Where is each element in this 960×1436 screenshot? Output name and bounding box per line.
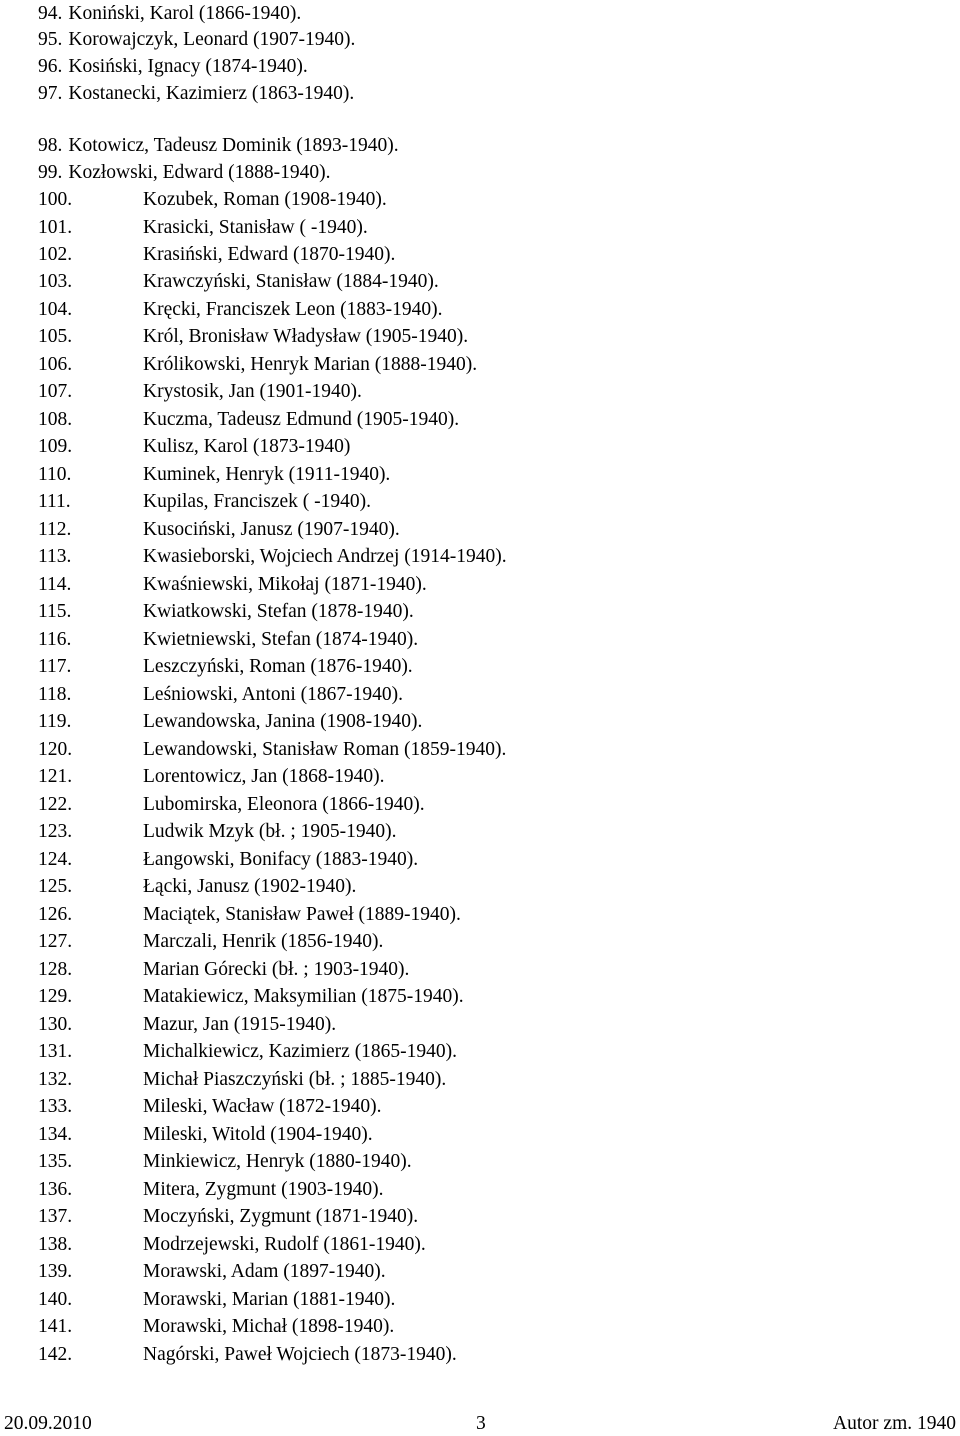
entry-number: 107. [38,381,73,402]
entry-number: 117. [38,656,72,677]
entry-name: Królikowski, Henryk Marian (1888-1940). [143,354,478,375]
entry-number: 114. [38,574,72,595]
entry-name: Kuminek, Henryk (1911-1940). [143,464,391,485]
entry-name: Krasiński, Edward (1870-1940). [143,244,396,265]
list-item [38,1203,418,1230]
entry-name: Lewandowska, Janina (1908-1940). [143,711,423,732]
entry-number: 132. [38,1069,73,1090]
list-item [38,1176,383,1203]
footer-author: Autor zm. 1940 [833,1413,956,1434]
entry-name: Kwietniewski, Stefan (1874-1940). [143,629,419,650]
entry-name: Korowajczyk, Leonard (1907-1940). [68,29,356,50]
entry-name: Kuczma, Tadeusz Edmund (1905-1940). [143,409,460,430]
list-item [38,1286,395,1313]
entry-number: 118. [38,684,72,705]
entry-number: 138. [38,1234,73,1255]
entry-name: Marczali, Henrik (1856-1940). [143,931,384,952]
entry-name: Król, Bronisław Władysław (1905-1940). [143,326,469,347]
entry-name: Mileski, Witold (1904-1940). [143,1124,373,1145]
entry-number: 136. [38,1179,73,1200]
entry-number: 100. [38,189,73,210]
entry-number: 120. [38,739,73,760]
list-item [38,1121,373,1148]
list-item [38,0,301,27]
entry-name: Mazur, Jan (1915-1940). [143,1014,337,1035]
page-footer [0,1412,960,1436]
list-item [38,653,413,680]
list-item [38,571,427,598]
entry-name: Kozłowski, Edward (1888-1940). [68,162,331,183]
list-item [38,543,507,570]
entry-name: Matakiewicz, Maksymilian (1875-1940). [143,986,464,1007]
list-item [38,708,422,735]
entry-name: Koniński, Karol (1866-1940). [68,3,302,24]
list-item [38,956,409,983]
entry-number: 99. [38,162,63,183]
entry-number: 133. [38,1096,73,1117]
list-item [38,268,439,295]
entry-name: Kupilas, Franciszek ( -1940). [143,491,371,512]
entry-number: 112. [38,519,72,540]
list-item [38,626,418,653]
entry-name: Minkiewicz, Henryk (1880-1940). [143,1151,412,1172]
list-item [38,488,371,515]
list-item [38,378,362,405]
entry-number: 103. [38,271,73,292]
entry-name: Ludwik Mzyk (bł. ; 1905-1940). [143,821,397,842]
entry-name: Kwasieborski, Wojciech Andrzej (1914-1940). [143,546,507,567]
list-item [38,132,399,159]
entry-number: 113. [38,546,72,567]
list-item [38,1066,446,1093]
entry-number: 109. [38,436,73,457]
list-item [38,159,331,186]
footer-page-number: 3 [476,1413,486,1434]
entry-number: 124. [38,849,73,870]
list-item [38,818,396,845]
list-item [38,846,418,873]
entry-name: Kotowicz, Tadeusz Dominik (1893-1940). [68,135,399,156]
list-item [38,53,308,80]
list-item [38,241,395,268]
entry-name: Kosiński, Ignacy (1874-1940). [68,56,308,77]
entry-number: 140. [38,1289,73,1310]
list-item [38,351,477,378]
entry-name: Moczyński, Zygmunt (1871-1940). [143,1206,419,1227]
entry-number: 134. [38,1124,73,1145]
entry-number: 101. [38,217,73,238]
list-item [38,433,350,460]
entry-number: 128. [38,959,73,980]
entry-number: 129. [38,986,73,1007]
entry-number: 135. [38,1151,73,1172]
entry-name: Kostanecki, Kazimierz (1863-1940). [68,83,355,104]
entry-number: 131. [38,1041,73,1062]
list-item [38,1011,336,1038]
list-item [38,1148,412,1175]
list-item [38,186,387,213]
list-item [38,80,354,107]
entry-name: Kręcki, Franciszek Leon (1883-1940). [143,299,443,320]
entry-name: Kozubek, Roman (1908-1940). [143,189,387,210]
entry-name: Kwiatkowski, Stefan (1878-1940). [143,601,414,622]
list-item [38,681,403,708]
entry-name: Michał Piaszczyński (bł. ; 1885-1940). [143,1069,447,1090]
list-item [38,1093,382,1120]
entry-name: Kwaśniewski, Mikołaj (1871-1940). [143,574,427,595]
entry-number: 95. [38,29,63,50]
entry-name: Łangowski, Bonifacy (1883-1940). [143,849,419,870]
entry-number: 115. [38,601,72,622]
list-item [38,296,442,323]
entry-number: 104. [38,299,73,320]
entry-name: Kulisz, Karol (1873-1940) [143,436,351,457]
entry-number: 102. [38,244,73,265]
list-item [38,461,390,488]
entry-name: Krasicki, Stanisław ( -1940). [143,217,368,238]
list-item [38,516,400,543]
entry-name: Lubomirska, Eleonora (1866-1940). [143,794,425,815]
entry-number: 137. [38,1206,73,1227]
list-item [38,736,506,763]
entry-number: 105. [38,326,73,347]
entry-name: Leszczyński, Roman (1876-1940). [143,656,413,677]
entry-number: 119. [38,711,72,732]
entry-number: 127. [38,931,73,952]
entry-number: 98. [38,135,63,156]
list-item [38,928,383,955]
list-item [38,1231,426,1258]
entry-name: Leśniowski, Antoni (1867-1940). [143,684,403,705]
list-item [38,873,356,900]
entry-number: 141. [38,1316,73,1337]
entry-number: 123. [38,821,73,842]
entry-number: 125. [38,876,73,897]
entry-name: Marian Górecki (bł. ; 1903-1940). [143,959,410,980]
entry-number: 121. [38,766,73,787]
list-item [38,1341,457,1368]
entry-name: Maciątek, Stanisław Paweł (1889-1940). [143,904,461,925]
entry-number: 106. [38,354,73,375]
list-item [38,598,414,625]
entry-number: 126. [38,904,73,925]
entry-number: 96. [38,56,63,77]
list-item [38,26,355,53]
list-item [38,1313,394,1340]
list-item [38,1038,457,1065]
entry-number: 110. [38,464,72,485]
list-item [38,791,425,818]
entry-name: Kusociński, Janusz (1907-1940). [143,519,400,540]
entry-number: 94. [38,3,63,24]
entry-number: 111. [38,491,71,512]
entry-number: 142. [38,1344,73,1365]
entry-name: Morawski, Adam (1897-1940). [143,1261,386,1282]
entry-name: Morawski, Marian (1881-1940). [143,1289,396,1310]
entry-number: 108. [38,409,73,430]
entry-name: Nagórski, Paweł Wojciech (1873-1940). [143,1344,457,1365]
entry-name: Modrzejewski, Rudolf (1861-1940). [143,1234,426,1255]
list-item [38,1258,386,1285]
list-item [38,323,468,350]
list-item [38,983,464,1010]
entry-number: 130. [38,1014,73,1035]
entry-name: Lorentowicz, Jan (1868-1940). [143,766,385,787]
list-item [38,406,459,433]
footer-date: 20.09.2010 [4,1413,92,1434]
entry-number: 116. [38,629,72,650]
entry-number: 97. [38,83,63,104]
entry-name: Krystosik, Jan (1901-1940). [143,381,362,402]
entry-number: 122. [38,794,73,815]
entry-name: Lewandowski, Stanisław Roman (1859-1940). [143,739,507,760]
entry-name: Morawski, Michał (1898-1940). [143,1316,395,1337]
entry-number: 139. [38,1261,73,1282]
entry-name: Mitera, Zygmunt (1903-1940). [143,1179,384,1200]
entry-name: Mileski, Wacław (1872-1940). [143,1096,382,1117]
entry-name: Łącki, Janusz (1902-1940). [143,876,357,897]
list-item [38,214,368,241]
list-item [38,901,461,928]
entry-name: Krawczyński, Stanisław (1884-1940). [143,271,439,292]
entry-name: Michalkiewicz, Kazimierz (1865-1940). [143,1041,458,1062]
list-item [38,763,385,790]
